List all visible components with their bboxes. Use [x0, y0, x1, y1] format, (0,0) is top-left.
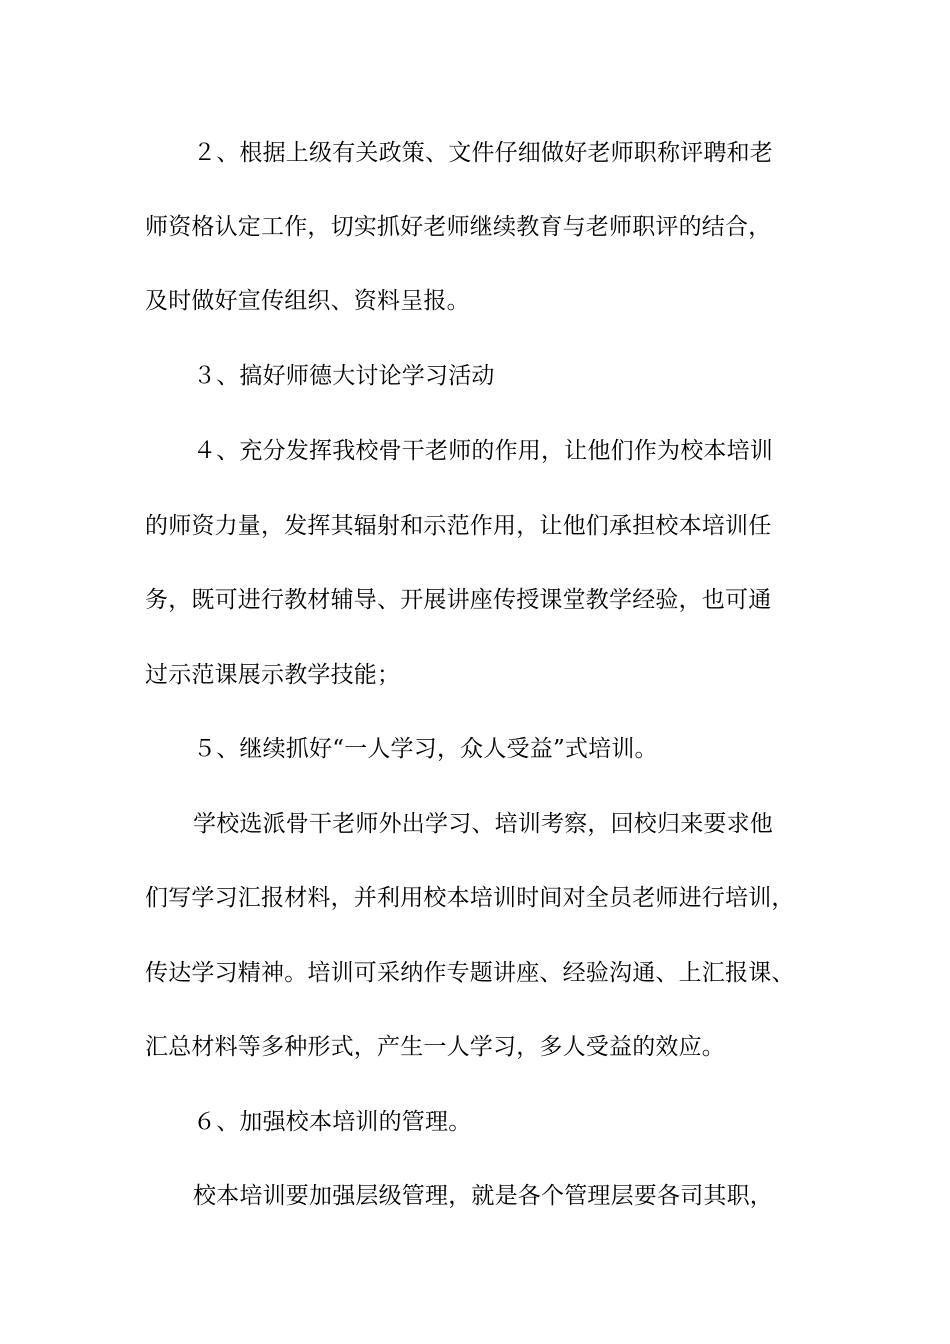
- paragraph-line: 们写学习汇报材料，并利用校本培训时间对全员老师进行培训，: [145, 885, 795, 911]
- paragraph-line: 汇总材料等多种形式，产生一人学习，多人受益的效应。: [145, 1034, 725, 1060]
- paragraph-line: 学校选派骨干老师外出学习、培训考察，回校归来要求他: [193, 811, 773, 837]
- paragraph-line: ４、充分发挥我校骨干老师的作用，让他们作为校本培训: [193, 438, 773, 464]
- paragraph-line: 传达学习精神。培训可采纳作专题讲座、经验沟通、上汇报课、: [145, 960, 795, 986]
- paragraph-line: ６、加强校本培训的管理。: [193, 1109, 472, 1135]
- paragraph-line: 校本培训要加强层级管理，就是各个管理层要各司其职，: [193, 1183, 773, 1209]
- paragraph-line: 师资格认定工作，切实抓好老师继续教育与老师职评的结合，: [145, 214, 772, 240]
- paragraph-line: ２、根据上级有关政策、文件仔细做好老师职称评聘和老: [193, 140, 773, 166]
- paragraph-line: 的师资力量，发挥其辐射和示范作用，让他们承担校本培训任: [145, 513, 772, 539]
- paragraph-line: 及时做好宣传组织、资料呈报。: [145, 288, 470, 314]
- paragraph-line: 务，既可进行教材辅导、开展讲座传授课堂教学经验，也可通: [145, 587, 772, 613]
- paragraph-line: 过示范课展示教学技能；: [145, 662, 401, 688]
- paragraph-line: ３、搞好师德大讨论学习活动: [193, 363, 495, 389]
- paragraph-line: ５、继续抓好“一人学习，众人受益”式培训。: [193, 736, 658, 762]
